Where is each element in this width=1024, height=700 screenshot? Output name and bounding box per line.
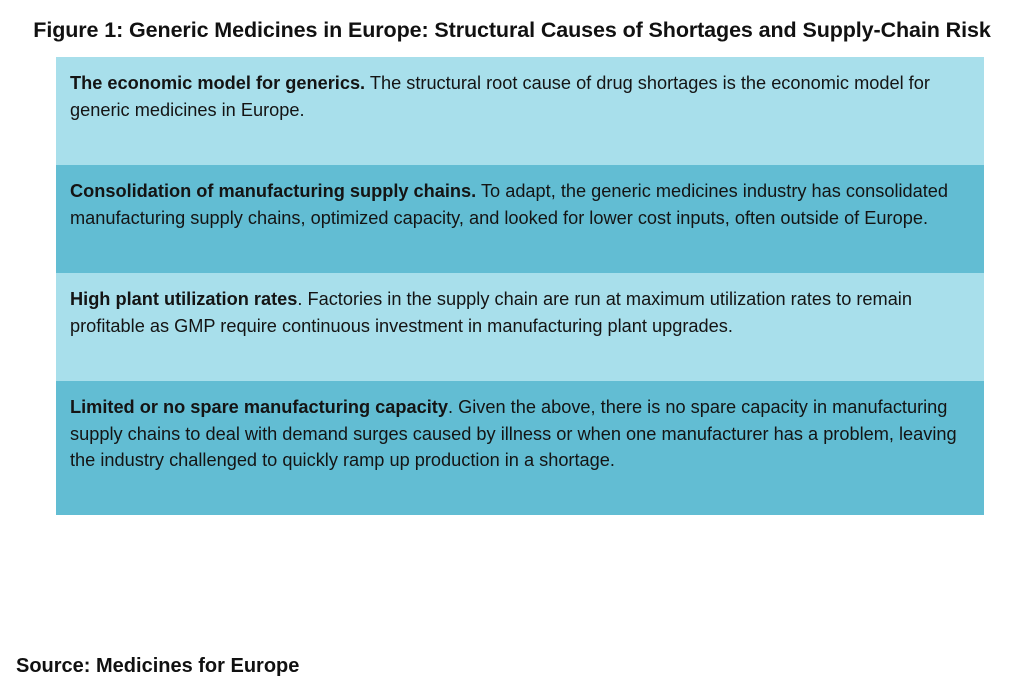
figure-row bbox=[56, 165, 984, 273]
figure-title: Figure 1: Generic Medicines in Europe: Structural Causes of Shortages and Supply-Chain Risk bbox=[33, 18, 991, 42]
row-body-text: The structural root cause of drug shortages is the economic model for generic medicines in Europe. bbox=[70, 73, 930, 120]
figure-row bbox=[56, 381, 984, 515]
row-body-text: To adapt, the generic medicines industry has consolidated manufacturing supply chains, optimized capacity, and looked for lower cost inputs, often outside of Europe. bbox=[70, 181, 949, 228]
figure-row bbox=[56, 273, 984, 381]
row-body-text: . Factories in the supply chain are run at maximum utilization rates to remain profitable as GMP require continuous investment in manufacturing plant upgrades. bbox=[70, 289, 912, 336]
row-lead-label: The economic model for generics. bbox=[70, 73, 366, 94]
row-lead-label: High plant utilization rates bbox=[70, 289, 298, 310]
figure-row bbox=[56, 57, 984, 165]
figure-source: Source: Medicines for Europe bbox=[16, 655, 300, 677]
row-lead-label: Limited or no spare manufacturing capacity bbox=[70, 397, 448, 418]
row-lead-label: Consolidation of manufacturing supply chains. bbox=[70, 181, 477, 202]
row-body-text: . Given the above, there is no spare capacity in manufacturing supply chains to deal with demand surges caused by illness or when one manufacturer has a problem, leaving the industry challenged to quickly ramp up production in a shortage. bbox=[70, 397, 957, 470]
figure-rows-container bbox=[56, 57, 984, 515]
